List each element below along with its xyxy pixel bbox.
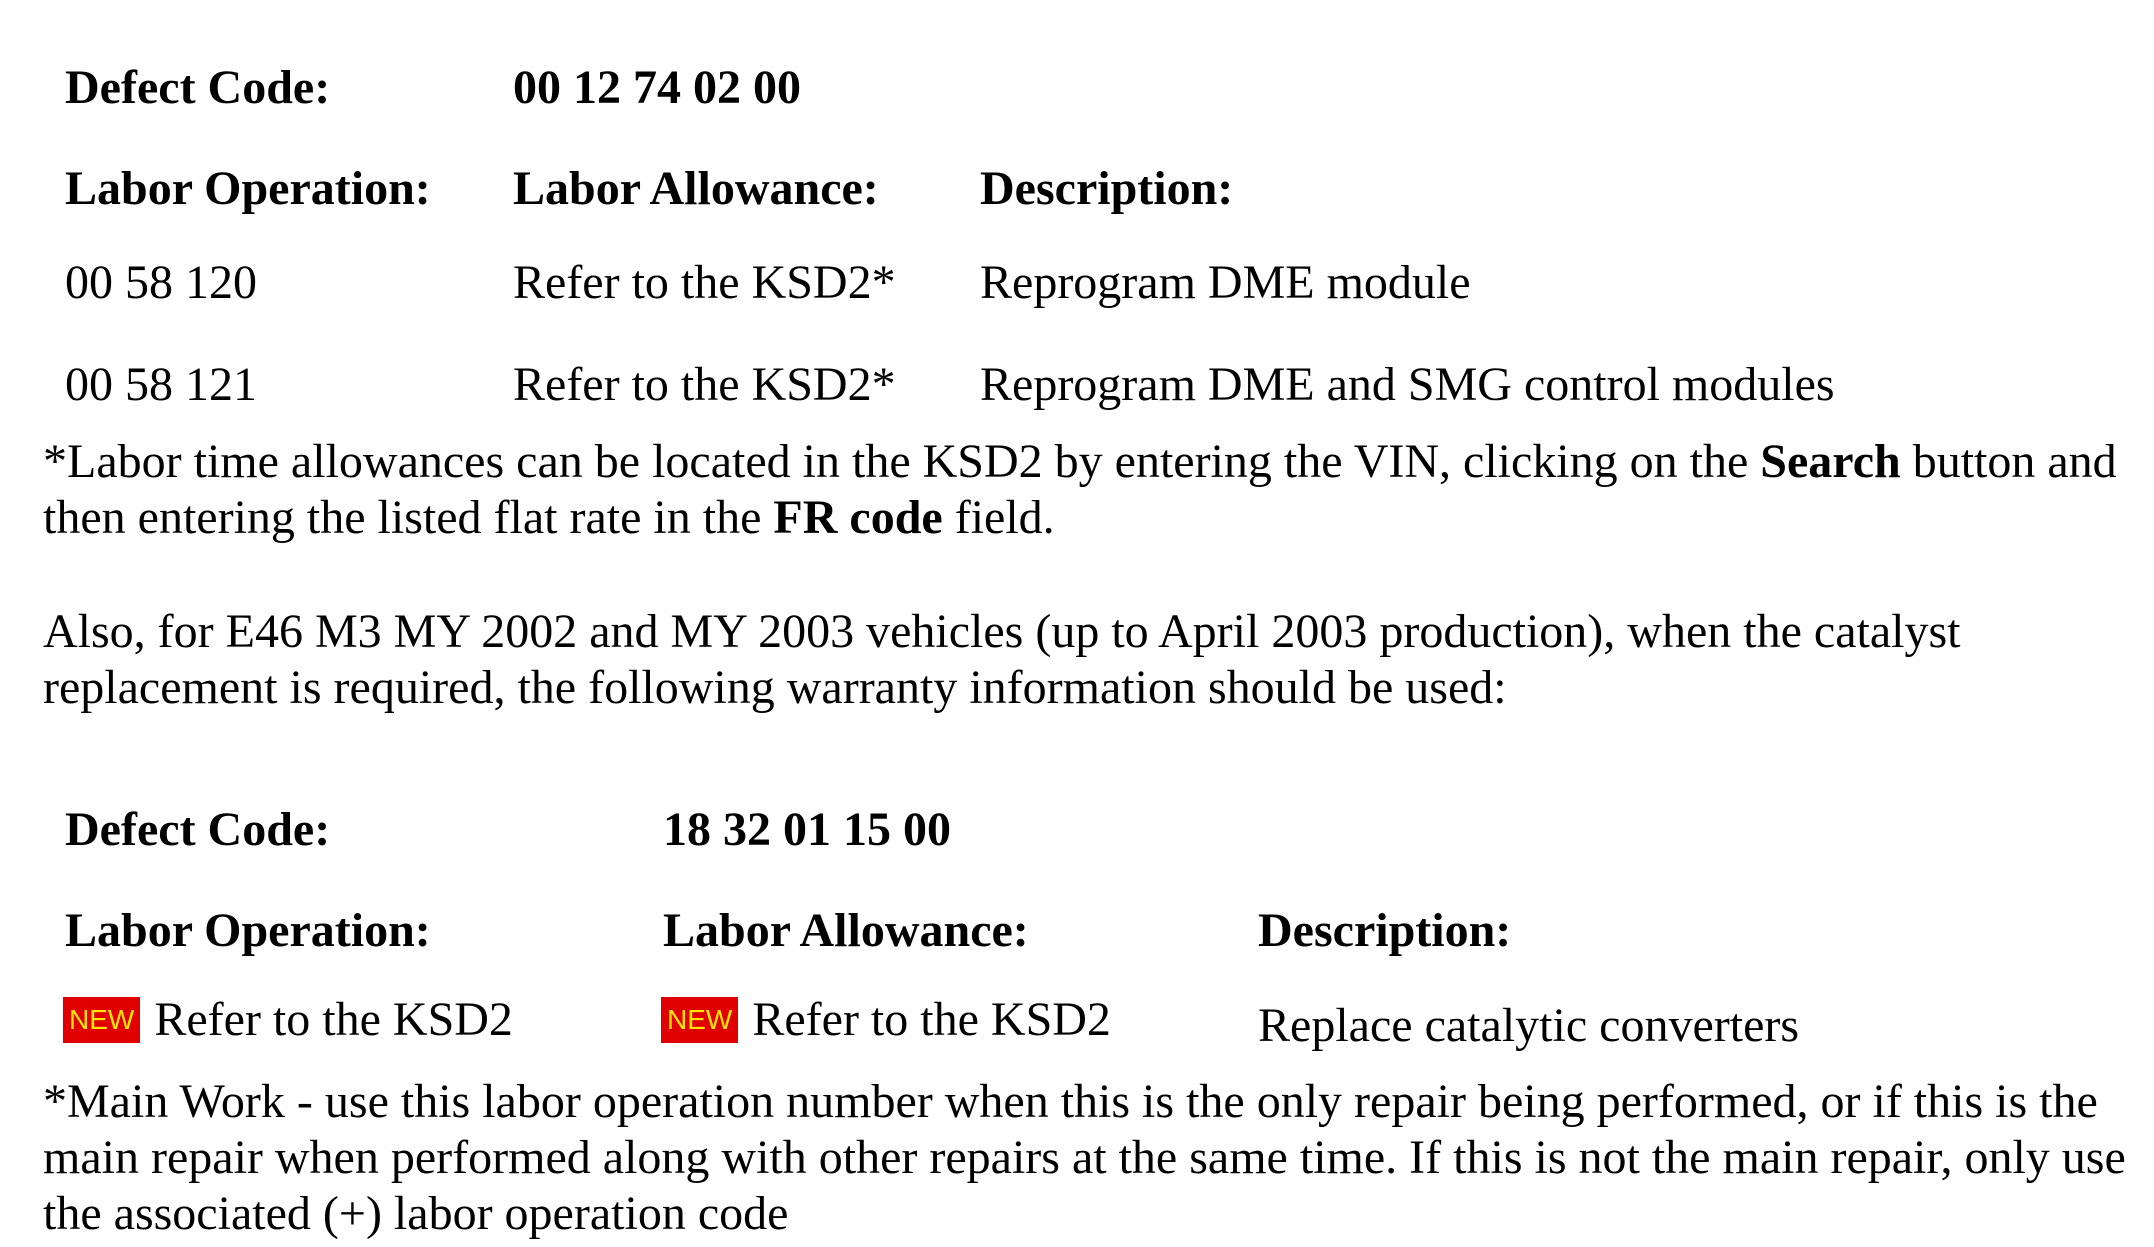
- defect-code-value: 00 12 74 02 00: [513, 61, 801, 114]
- header-labor-allowance: Labor Allowance:: [513, 162, 879, 215]
- defect-code-label-2: Defect Code:: [65, 803, 331, 856]
- footnote-fr-code-term: FR code: [773, 491, 943, 544]
- table-row-description-2: Replace catalytic converters: [1258, 999, 1800, 1052]
- footnote-text-3: field.: [942, 491, 1055, 544]
- footnote-text-1: *Labor time allowances can be located in the KSD2 by entering the VIN, clicking on the: [43, 435, 1761, 488]
- table-row-2-labor-operation: 00 58 121: [65, 358, 257, 411]
- header-labor-operation: Labor Operation:: [65, 162, 431, 215]
- header-description-2: Description:: [1258, 904, 1512, 957]
- footnote-labor-time: [43, 434, 2143, 546]
- intro-paragraph: Also, for E46 M3 MY 2002 and MY 2003 vehicles (up to April 2003 production), when the catalyst replacement is required, the following warranty information should be used:: [43, 605, 1961, 714]
- defect-code-value-2: 18 32 01 15 00: [663, 803, 951, 856]
- table-row-2-labor-allowance: Refer to the KSD2*: [513, 358, 896, 411]
- table-row-1-labor-allowance: Refer to the KSD2*: [513, 256, 896, 309]
- table-row-1-labor-operation: 00 58 120: [65, 256, 257, 309]
- footnote-main-work: *Main Work - use this labor operation number when this is the only repair being performed, or if this is the main repair when performed along with other repairs at the same time. If this is not the main repair, only use the associated (+) labor operation code: [43, 1075, 2126, 1240]
- table-row-2-description: Reprogram DME and SMG control modules: [980, 358, 1835, 411]
- defect-code-label: Defect Code:: [65, 61, 331, 114]
- header-labor-operation-2: Labor Operation:: [65, 904, 431, 957]
- new-badge-icon: NEW: [63, 997, 140, 1043]
- header-description: Description:: [980, 162, 1234, 215]
- labor-allowance-text: Refer to the KSD2: [752, 993, 1111, 1046]
- table-row-labor-operation-new: [63, 993, 513, 1046]
- new-badge-icon: NEW: [661, 997, 738, 1043]
- footnote-search-term: Search: [1760, 435, 1901, 488]
- table-row-labor-allowance-new: [661, 993, 1111, 1046]
- header-labor-allowance-2: Labor Allowance:: [663, 904, 1029, 957]
- footnote-text-2: button and then entering the listed flat rate in the: [43, 435, 2117, 544]
- table-row-1-description: Reprogram DME module: [980, 256, 1471, 309]
- labor-operation-text: Refer to the KSD2: [154, 993, 513, 1046]
